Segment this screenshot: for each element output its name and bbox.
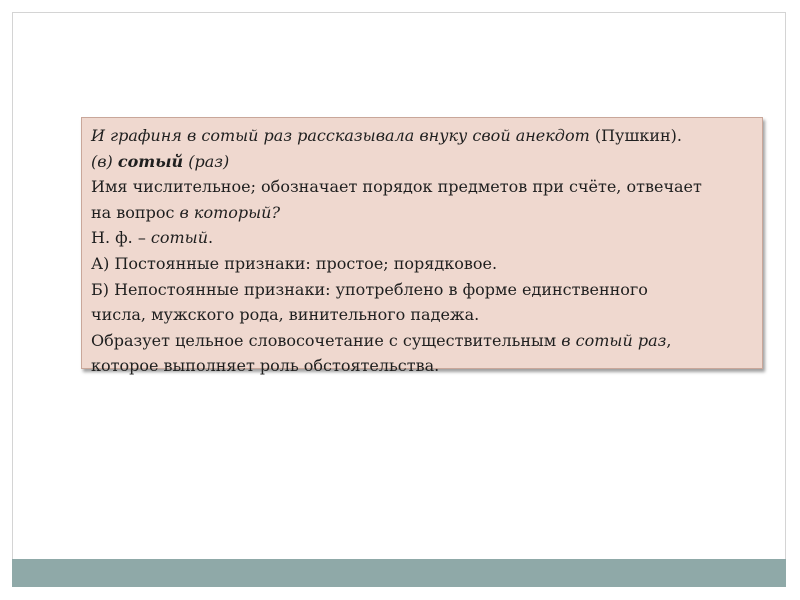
parsed-noun: (раз) [183, 151, 230, 171]
syntax-comma: , [666, 330, 672, 350]
example-sentence-line [91, 123, 753, 149]
meaning-question-prefix: на вопрос [91, 202, 180, 222]
syntax-prefix: Образует цельное словосочетание с существительным [91, 330, 562, 350]
example-quote: И графиня в сотый раз рассказывала внуку свой анекдот [91, 126, 590, 145]
parsed-word: сотый [117, 151, 184, 171]
parsed-preposition: (в) [91, 151, 118, 171]
syntax-role-line-1 [91, 328, 753, 354]
example-author: (Пушкин). [589, 126, 682, 145]
constant-features-line: А) Постоянные признаки: простое; порядковое. [91, 253, 498, 273]
meaning-question: в который? [179, 202, 281, 222]
variable-features-line-1: Б) Непостоянные признаки: употреблено в форме единственного [91, 279, 648, 299]
meaning-line-2 [91, 200, 753, 226]
initial-form-word: сотый [150, 228, 209, 248]
meaning-line-1: Имя числительное; обозначает порядок предметов при счёте, отвечает [91, 177, 702, 197]
initial-form-prefix: Н. ф. – [91, 228, 151, 248]
slide-footer-band [12, 559, 786, 587]
parsed-word-line [91, 149, 753, 175]
variable-features-line-2: числа, мужского рода, винительного падежа. [91, 305, 480, 325]
initial-form-line [91, 225, 753, 251]
syntax-phrase: в сотый раз [561, 330, 667, 350]
initial-form-suffix: . [208, 228, 214, 248]
morphological-analysis-box [81, 117, 763, 376]
syntax-role-line-2: которое выполняет роль обстоятельства. [91, 356, 440, 376]
